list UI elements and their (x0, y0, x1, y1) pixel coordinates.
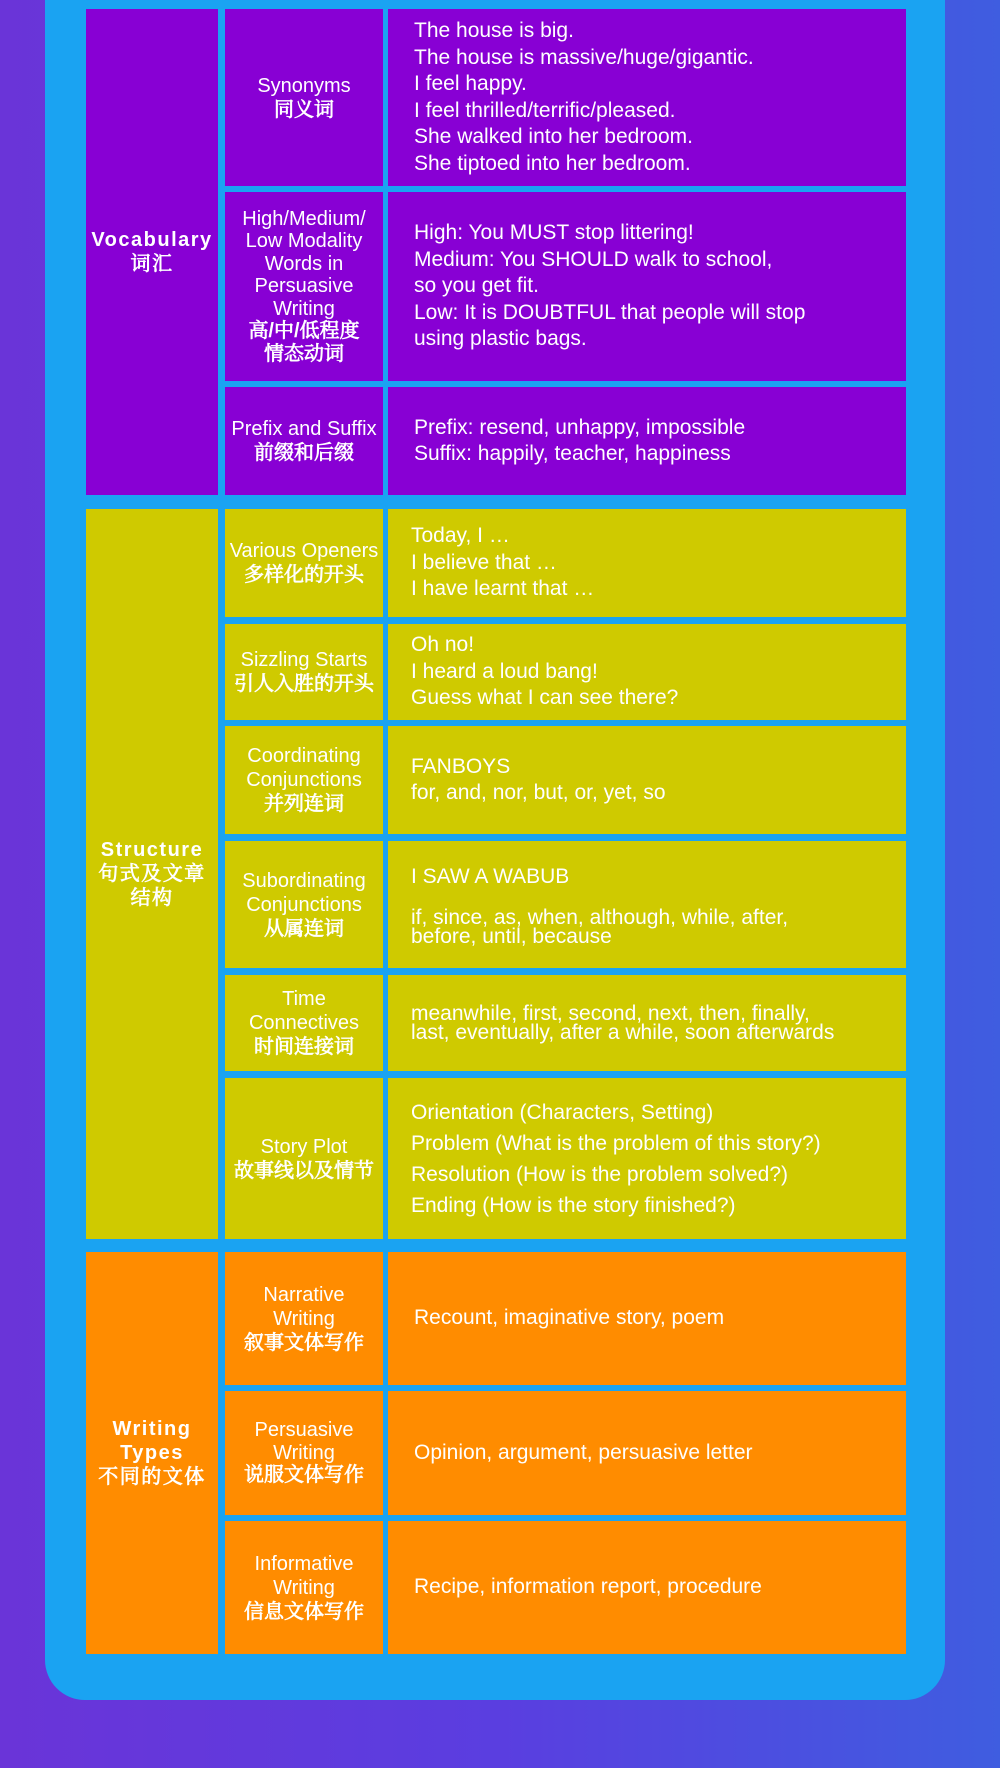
subcategory-label-zh: 从属连词 (264, 917, 344, 940)
content-sizzling-starts (388, 624, 906, 720)
category-structure (86, 509, 218, 1239)
content-openers (388, 509, 906, 617)
content-modality (388, 192, 906, 381)
content-line: using plastic bags. (414, 327, 587, 351)
content-line: The house is massive/huge/gigantic. (414, 45, 754, 69)
content-line: Medium: You SHOULD walk to school, (414, 247, 773, 271)
subcategory-narrative-writing (225, 1252, 383, 1385)
content-line: High: You MUST stop littering! (414, 221, 694, 245)
subcategory-openers (225, 509, 383, 617)
content-narrative-writing (388, 1252, 906, 1385)
content-line: meanwhile, first, second, next, then, finally, (411, 1002, 810, 1025)
content-line: I heard a loud bang! (411, 659, 598, 683)
content-line: FANBOYS (411, 754, 511, 778)
content-informative-writing (388, 1521, 906, 1654)
category-vocabulary (86, 9, 218, 495)
content-line: Resolution (How is the problem solved?) (411, 1162, 789, 1186)
content-line: The house is big. (414, 19, 574, 42)
subcategory-label-en: Conjunctions (246, 769, 362, 791)
subcategory-label-zh: 引人入胜的开头 (234, 673, 374, 695)
subcategory-label-zh: 信息文体写作 (244, 1600, 364, 1623)
subcategory-label-en: Subordinating (242, 869, 366, 892)
subcategory-story-plot (225, 1078, 383, 1239)
subcategory-label-en: Writing (273, 1576, 335, 1599)
content-line: I feel thrilled/terrific/pleased. (414, 98, 676, 122)
subcategory-prefix-suffix (225, 387, 383, 495)
category-label-en: Writing Types (112, 1418, 192, 1464)
content-prefix-suffix (388, 387, 906, 495)
content-line: for, and, nor, but, or, yet, so (411, 781, 666, 804)
content-line: Suffix: happily, teacher, happiness (414, 442, 731, 465)
content-line: Prefix: resend, unhappy, impossible (414, 415, 746, 439)
subcategory-sizzling-starts (225, 624, 383, 720)
content-line: She tiptoed into her bedroom. (414, 151, 691, 175)
subcategory-subordinating-conjunctions (225, 841, 383, 968)
subcategory-label-en: Writing (273, 1441, 335, 1464)
content-line: She walked into her bedroom. (414, 125, 693, 148)
subcategory-label-en: Low Modality (245, 230, 363, 253)
subcategory-label-zh: 时间连接词 (254, 1036, 354, 1058)
subcategory-label-zh: 说服文体写作 (244, 1464, 364, 1487)
subcategory-label-zh: 同义词 (274, 98, 334, 121)
content-persuasive-writing (388, 1391, 906, 1515)
subcategory-informative-writing (225, 1521, 383, 1654)
content-line: last, eventually, after a while, soon afterwards (411, 1021, 835, 1044)
content-subordinating-conjunctions (388, 841, 906, 968)
content-line: Today, I … (411, 524, 510, 548)
subcategory-label-zh: 前缀和后缀 (254, 442, 354, 464)
subcategory-label-zh: 多样化的开头 (244, 564, 364, 586)
subcategory-coordinating-conjunctions (225, 726, 383, 834)
subcategory-label-en: Story Plot (260, 1135, 348, 1158)
subcategory-label-en: High/Medium/ (242, 207, 366, 230)
subcategory-label-en: Synonyms (257, 74, 351, 97)
category-label-zh: 句式及文章结构 (98, 863, 206, 909)
content-line: Ending (How is the story finished?) (411, 1193, 736, 1217)
subcategory-label-en: Informative (254, 1552, 354, 1575)
category-label-en: Structure (100, 839, 204, 861)
subcategory-label-en: Coordinating (247, 745, 361, 767)
content-line: Low: It is DOUBTFUL that people will stop (414, 300, 806, 324)
subcategory-synonyms (225, 9, 383, 186)
content-line: I have learnt that … (411, 577, 595, 601)
content-line: Guess what I can see there? (411, 686, 679, 710)
subcategory-modality (225, 192, 383, 381)
content-line: Recount, imaginative story, poem (414, 1306, 725, 1330)
content-line: I SAW A WABUB (411, 864, 570, 888)
content-line: before, until, because (411, 924, 612, 948)
subcategory-label-zh: 高/中/低程度 (248, 320, 360, 343)
subcategory-label-en: Time (282, 988, 326, 1010)
subcategory-label-en: Prefix and Suffix (231, 418, 377, 440)
content-coordinating-conjunctions (388, 726, 906, 834)
content-story-plot (388, 1078, 906, 1239)
category-writing-types (86, 1252, 218, 1654)
content-time-connectives (388, 975, 906, 1071)
subcategory-label-en: Writing (273, 1307, 335, 1330)
subcategory-label-en: Persuasive (254, 1419, 354, 1442)
category-label-zh: 不同的文体 (98, 1466, 206, 1488)
subcategory-time-connectives (225, 975, 383, 1071)
subcategory-label-zh: 故事线以及情节 (234, 1159, 374, 1182)
subcategory-label-en: Connectives (248, 1012, 360, 1034)
content-line: Recipe, information report, procedure (414, 1575, 762, 1599)
subcategory-label-zh: 并列连词 (264, 793, 344, 815)
content-line: Opinion, argument, persuasive letter (414, 1440, 753, 1464)
subcategory-persuasive-writing (225, 1391, 383, 1515)
subcategory-label-en: Writing (273, 297, 335, 320)
content-line: I feel happy. (414, 72, 527, 95)
subcategory-label-zh: 叙事文体写作 (244, 1331, 364, 1354)
subcategory-label-en: Narrative (263, 1283, 345, 1306)
content-synonyms (388, 9, 906, 186)
content-line: I believe that … (411, 550, 557, 574)
category-label-zh: 词汇 (130, 253, 174, 275)
content-line: so you get fit. (414, 274, 539, 298)
subcategory-label-en: Various Openers (229, 540, 379, 562)
category-label-en: Vocabulary (91, 229, 213, 251)
subcategory-label-en: Conjunctions (246, 893, 362, 916)
subcategory-label-zh: 情态动词 (264, 342, 344, 365)
content-line: Oh no! (411, 633, 475, 657)
subcategory-label-en: Words in (264, 252, 344, 275)
content-line: Orientation (Characters, Setting) (411, 1100, 714, 1124)
subcategory-label-en: Sizzling Starts (240, 649, 368, 671)
subcategory-label-en: Persuasive (254, 275, 354, 298)
content-line: Problem (What is the problem of this story?) (411, 1131, 821, 1155)
content-line: if, since, as, when, although, while, after, (411, 905, 789, 929)
